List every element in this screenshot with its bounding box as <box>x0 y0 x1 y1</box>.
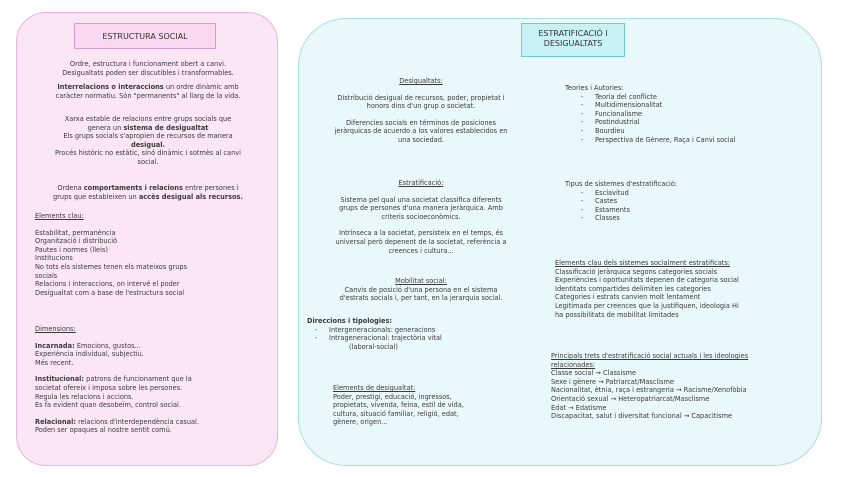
list-item: - Intrageneracional: trajectòria vital <box>307 334 537 343</box>
elements-clau-sistemes-section <box>555 259 819 319</box>
list-item: - Bourdieu <box>573 127 815 136</box>
spacer <box>303 111 539 119</box>
list-item: - Perspectiva de Gènere, Raça i Canvi social <box>573 136 815 145</box>
direccions-heading: Direccions i tipologies: <box>307 317 393 325</box>
mobilitat-section <box>303 277 539 303</box>
estructura-social-panel <box>16 12 278 466</box>
list-item: - Multidimensionalitat <box>573 101 815 110</box>
list-item: - Intergeneracionals: generacions <box>307 326 537 335</box>
list-item: - Teoria del conflicte <box>573 93 815 102</box>
title-line: DESIGUALTATS <box>543 39 603 48</box>
principals-trets-section <box>551 352 819 421</box>
elements-clau-heading: Elements clau: <box>35 212 84 220</box>
text-line: Experiència individual, subjectiu. <box>35 350 144 359</box>
text-line: Edat → Edatisme <box>551 403 607 412</box>
text-line: Legitimada per creences que la justifiquen, ideologia Hi <box>555 301 739 310</box>
mobilitat-heading: Mobilitat social: <box>395 277 447 285</box>
text: patrons de funcionament que la <box>84 375 192 384</box>
text-line: universal però depenent de la societat, referència a <box>335 237 507 246</box>
principals-trets-heading: Principals trets d'estratificació social actuals i les ideologies <box>551 352 749 360</box>
text-line: Intrínseca a la societat, persisteix en el temps, és <box>339 229 503 238</box>
text-line: desigual. <box>130 140 165 149</box>
text-line: (laboral-social) <box>349 342 398 351</box>
text-line: social. <box>137 157 159 166</box>
text-line: Ordre, estructura i funcionament obert a canvi. <box>69 60 227 68</box>
estratificacio-title <box>521 23 625 57</box>
tipus-heading: Tipus de sistemes d'estratificació: <box>565 180 678 188</box>
text-line: Procés històric no estàtic, sinó dinàmic i sotmès al canvi <box>55 149 241 158</box>
desigualtats-section <box>303 77 539 145</box>
text-line: Categories i estrats canvien molt lentament <box>555 293 701 302</box>
bold-text: comportaments i relacions <box>83 184 183 192</box>
text-line: Discapacitat, salut i diversitat funcional → Capacitisme <box>551 412 733 421</box>
tipus-section <box>565 180 815 223</box>
text-line: honors dins d'un grup o societat. <box>366 102 476 111</box>
text-line: Es fa evident quan desobeïm, control social. <box>35 401 181 410</box>
principals-trets-heading: relacionades: <box>551 360 596 369</box>
text-line: criteris socioeconòmics. <box>381 212 461 221</box>
list-item: - Esclavitud <box>573 189 815 198</box>
bold-text: accès desigual als recursos. <box>138 192 243 201</box>
list-item: No tots els sistemes tenen els mateixos grups <box>35 262 188 271</box>
elements-clau-sistemes-heading: Elements clau dels sistemes socialment estratificats: <box>555 259 731 267</box>
text: Ordena <box>57 184 84 192</box>
estratificacio-section <box>303 179 539 255</box>
text-line: jeràrquicas de acuerdo a los valores establecidos en <box>334 127 508 136</box>
text-line: Més recent. <box>35 358 74 367</box>
text-line: creences i cultura... <box>388 246 454 255</box>
ordena-paragraph <box>21 184 275 201</box>
text-line: societat ofereix i imposa sobre les persones. <box>35 383 183 392</box>
list-item: - Classes <box>573 214 815 223</box>
text-line: Sexe i gènere → Patriarcat/Masclisme <box>551 377 675 386</box>
text: Emocions, gustos... <box>74 341 141 350</box>
spacer <box>35 334 275 342</box>
text-line: Desigualtats poden ser discutibles i transformables. <box>62 68 234 77</box>
text-line: ha possibilitats de mobilitat limitades <box>555 310 679 319</box>
xarxa-paragraph <box>21 115 275 167</box>
teories-section <box>565 84 815 144</box>
text-line: propietats, vivenda, feina, estil de vida, <box>333 401 464 410</box>
text-line: d'estrats socials i, per tant, en la jerarquia social. <box>339 294 503 303</box>
dimensions-section <box>35 325 275 435</box>
text-line: cultura, situació familiar, religió, edat, <box>333 409 459 418</box>
text-line: Canvis de posició d'una persona en el sistema <box>344 285 498 294</box>
text-line: Distribució desigual de recursos, poder, propietat i <box>337 93 505 102</box>
text-line: Diferencies socials en términos de posiciones <box>345 118 497 127</box>
spacer <box>303 188 539 196</box>
teories-heading: Teories i Autories: <box>565 84 624 92</box>
text-line: Classe social → Classisme <box>551 369 637 378</box>
elements-clau-section <box>35 212 275 297</box>
ordre-paragraph <box>21 60 275 77</box>
text-line: Sistema pel qual una societat classifica diferents <box>340 195 502 204</box>
title-line: ESTRATIFICACIÓ I <box>538 29 608 38</box>
desigualtats-heading: Desigualtats: <box>399 77 443 85</box>
text-line: gènere, origen... <box>333 418 388 427</box>
text-line: Poder, prestigi, educació, ingressos, <box>333 392 452 401</box>
text-line: Identitats compartides delimiten les categories <box>555 284 711 293</box>
estratificacio-heading: Estratificació: <box>398 179 444 187</box>
spacer <box>35 221 275 229</box>
list-item: Organització i distribució <box>35 237 118 246</box>
text-line: Poden ser opaques al nostre sentit comú. <box>35 426 172 435</box>
text-line: caràcter normatiu. Són "permanents" al llarg de la vida. <box>55 91 241 100</box>
spacer <box>303 221 539 229</box>
list-item: Desigualtat com a base de l'estructura social <box>35 288 185 297</box>
dimensions-heading: Dimensions: <box>35 325 76 333</box>
estratificacio-panel <box>298 18 822 466</box>
bold-text: Interrelacions o interaccions <box>57 83 164 91</box>
text-line: Orientació sexual → Heteropatriarcat/Masclisme <box>551 394 710 403</box>
text-line: grups de persones d'una manera jeràrquica. Amb <box>339 204 503 213</box>
text-line: una sociedad. <box>398 135 444 144</box>
text: entre persones i <box>182 184 239 192</box>
relacional-label: Relacional: <box>35 417 76 426</box>
elements-desigualtat-heading: Elements de desigualtat: <box>333 384 416 392</box>
list-item: Institucions <box>35 254 73 263</box>
incarnada-label: Incarnada: <box>35 341 75 350</box>
direccions-section <box>307 317 537 351</box>
text-line: Els grups socials s'apropien de recursos de manera <box>63 132 233 141</box>
list-item: - Castes <box>573 197 815 206</box>
list-item: - Funcionalisme <box>573 110 815 119</box>
list-item: Relacions i interaccions, on intervé el poder <box>35 280 180 289</box>
list-item: - Estaments <box>573 206 815 215</box>
text-line: Experiències i oportunitats depenen de categoria social <box>555 276 739 285</box>
estructura-social-title: ESTRUCTURA SOCIAL <box>74 23 216 49</box>
text: grups que estableixen un <box>53 192 139 201</box>
text: relacions d'interdependència casual. <box>76 417 199 426</box>
text: genera un <box>87 123 124 132</box>
text-line: Nacionalitat, ètnia, raça i estrangeria → Racisme/Xenofòbia <box>551 386 747 395</box>
spacer <box>35 367 275 375</box>
list-item: socials <box>35 271 58 280</box>
list-item: Estabilitat, permanència <box>35 228 116 237</box>
spacer <box>35 410 275 418</box>
spacer <box>303 86 539 94</box>
elements-desigualtat-section <box>333 384 533 427</box>
institucional-label: Institucional: <box>35 375 85 384</box>
text-line: Classificació jeràrquica segons categories socials <box>555 267 718 276</box>
interrelacions-paragraph <box>21 83 275 100</box>
text-line: Xarxa estable de relacions entre grups socials que <box>64 115 232 123</box>
bold-text: sistema de desigualtat <box>123 123 209 132</box>
text: un ordre dinàmic amb <box>163 83 239 91</box>
list-item: - Postindustrial <box>573 118 815 127</box>
list-item: Pautes i normes (lleis) <box>35 245 108 254</box>
text-line: Regula les relacions i accions. <box>35 392 134 401</box>
